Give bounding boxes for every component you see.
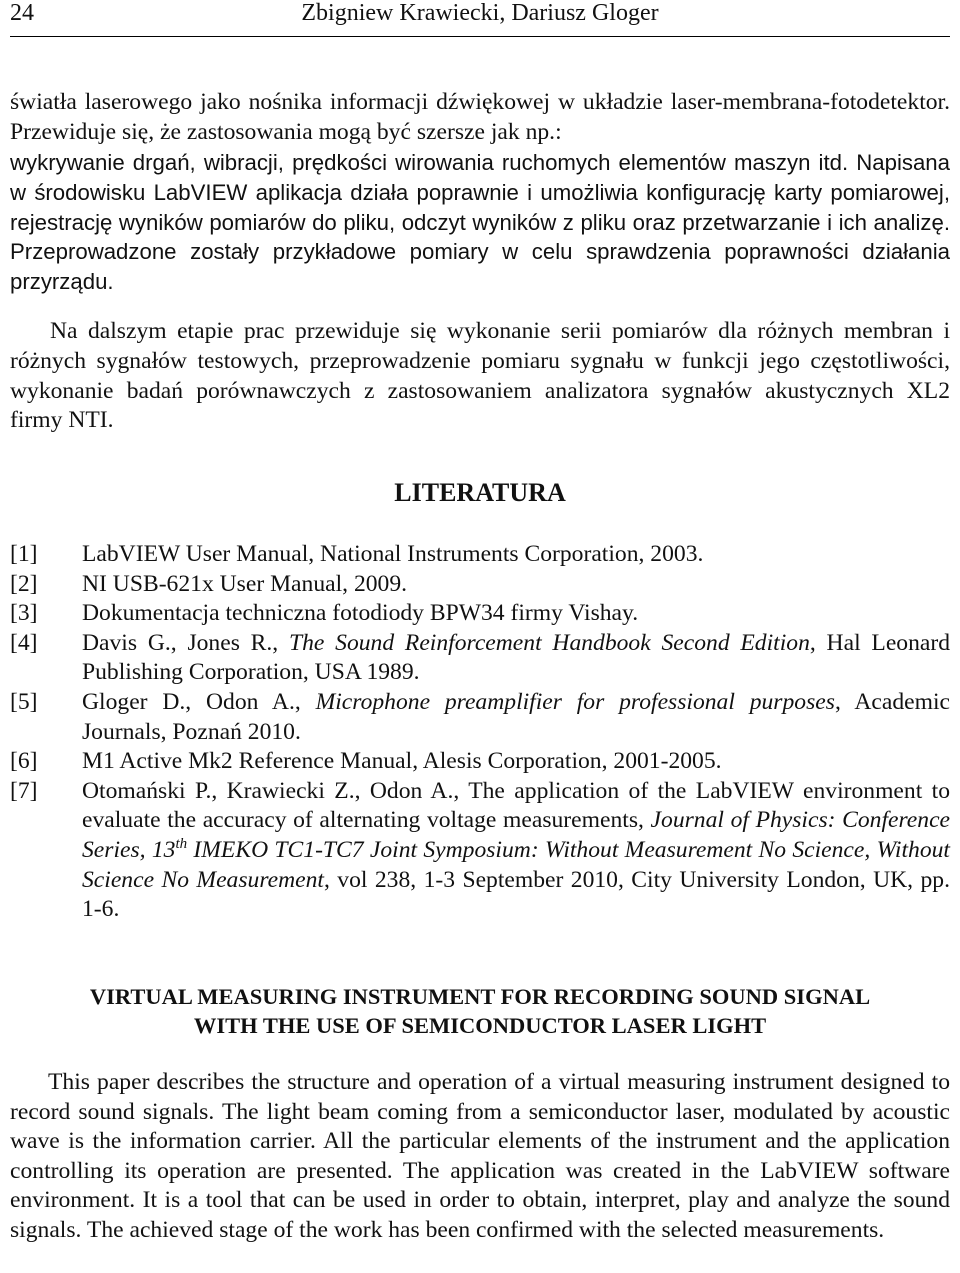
reference-title: The Sound Reinforcement Handbook Second Edition	[288, 629, 810, 656]
reference-number: [2]	[10, 570, 38, 597]
reference-item	[10, 599, 950, 629]
reference-title: , The application of the LabVIEW environment to evaluate the accuracy of alternating voltage measurements,	[82, 777, 950, 834]
body-paragraph-1a: światła laserowego jako nośnika informacji dźwiękowej w układzie laser-membrana-fotodetektor. Przewiduje się, że zastosowania mogą być szersze jak np.:	[10, 89, 950, 145]
english-title-line-2: WITH THE USE OF SEMICONDUCTOR LASER LIGHT	[193, 1013, 767, 1038]
reference-number: [5]	[10, 688, 38, 715]
reference-separator: ,	[272, 629, 289, 656]
reference-text: LabVIEW User Manual, National Instruments Corporation, 2003.	[82, 541, 704, 567]
reference-number: [4]	[10, 629, 38, 656]
reference-title: Microphone preamplifier for professional purposes	[315, 688, 835, 715]
reference-superscript: th	[175, 835, 188, 852]
reference-item	[10, 570, 950, 600]
english-title-line-1: VIRTUAL MEASURING INSTRUMENT FOR RECORDING SOUND SIGNAL	[89, 984, 871, 1009]
literature-heading: LITERATURA	[394, 478, 566, 507]
reference-item	[10, 747, 950, 777]
reference-number: [7]	[10, 777, 38, 804]
reference-authors: Davis G., Jones R.	[82, 629, 273, 656]
reference-text: M1 Active Mk2 Reference Manual, Alesis Corporation, 2001-2005.	[82, 748, 722, 775]
english-title	[0, 982, 960, 1040]
reference-item	[10, 777, 950, 925]
reference-list	[10, 540, 950, 925]
reference-number: [6]	[10, 748, 38, 775]
reference-publisher: , Academic Journals, Poznań 2010.	[82, 688, 950, 745]
reference-journal-cont: IMEKO TC1-TC7 Joint Symposium: Without Measurement No Science, Without Science No Measurement	[82, 836, 950, 893]
reference-separator: ,	[294, 688, 316, 715]
reference-journal: Journal of Physics: Conference Series, 13	[82, 807, 951, 863]
reference-item	[10, 629, 950, 688]
header-authors: Zbigniew Krawiecki, Dariusz Gloger	[301, 0, 659, 26]
reference-text: NI USB-621x User Manual, 2009.	[82, 570, 408, 597]
reference-authors: Otomański P., Krawiecki Z., Odon A.	[82, 777, 454, 804]
reference-item	[10, 540, 950, 570]
body-paragraph-2: Na dalszym etapie prac przewiduje się wykonanie serii pomiarów dla różnych membran i różnych sygnałów testowych, przeprowadzenie pomiaru sygnału w funkcji jego częstotliwości, wykonanie badań porównawczych z zastosowaniem analizatora sygnałów akustycznych XL2 firmy NTI.	[10, 318, 950, 434]
reference-item	[10, 688, 950, 747]
reference-details: , vol 238, 1-3 September 2010, City University London, UK, pp. 1-6.	[82, 866, 950, 923]
reference-authors: Gloger D., Odon A.	[82, 688, 295, 715]
body-paragraph-1b: wykrywanie drgań, wibracji, prędkości wirowania ruchomych elementów maszyn itd. Napisana w środowisku LabVIEW aplikacja działa poprawnie i umożliwia konfigurację karty pomiarowej, rejestrację wyników pomiarów do pliku, odczyt wyników z pliku oraz przetwarzanie i ich analizę. Przeprowadzone zostały przykładowe pomiary w celu sprawdzenia poprawności działania przyrządu.	[10, 150, 950, 295]
reference-text: Dokumentacja techniczna fotodiody BPW34 firmy Vishay.	[82, 600, 639, 627]
running-header	[10, 0, 950, 37]
reference-number: [1]	[10, 541, 38, 567]
english-abstract: This paper describes the structure and operation of a virtual measuring instrument designed to record sound signals. The light beam coming from a semiconductor laser, modulated by acoustic wave is the information carrier. All the particular elements of the instrument and the application controlling its operation are presented. The application was created in the LabVIEW software environment. It is a tool that can be used in order to obtain, interpret, play and analyze the sound signals. The achieved stage of the work has been confirmed with the selected measurements.	[10, 1069, 950, 1243]
reference-publisher: , Hal Leonard Publishing Corporation, USA 1989.	[82, 629, 951, 686]
page-number: 24	[10, 0, 34, 26]
reference-number: [3]	[10, 600, 38, 627]
